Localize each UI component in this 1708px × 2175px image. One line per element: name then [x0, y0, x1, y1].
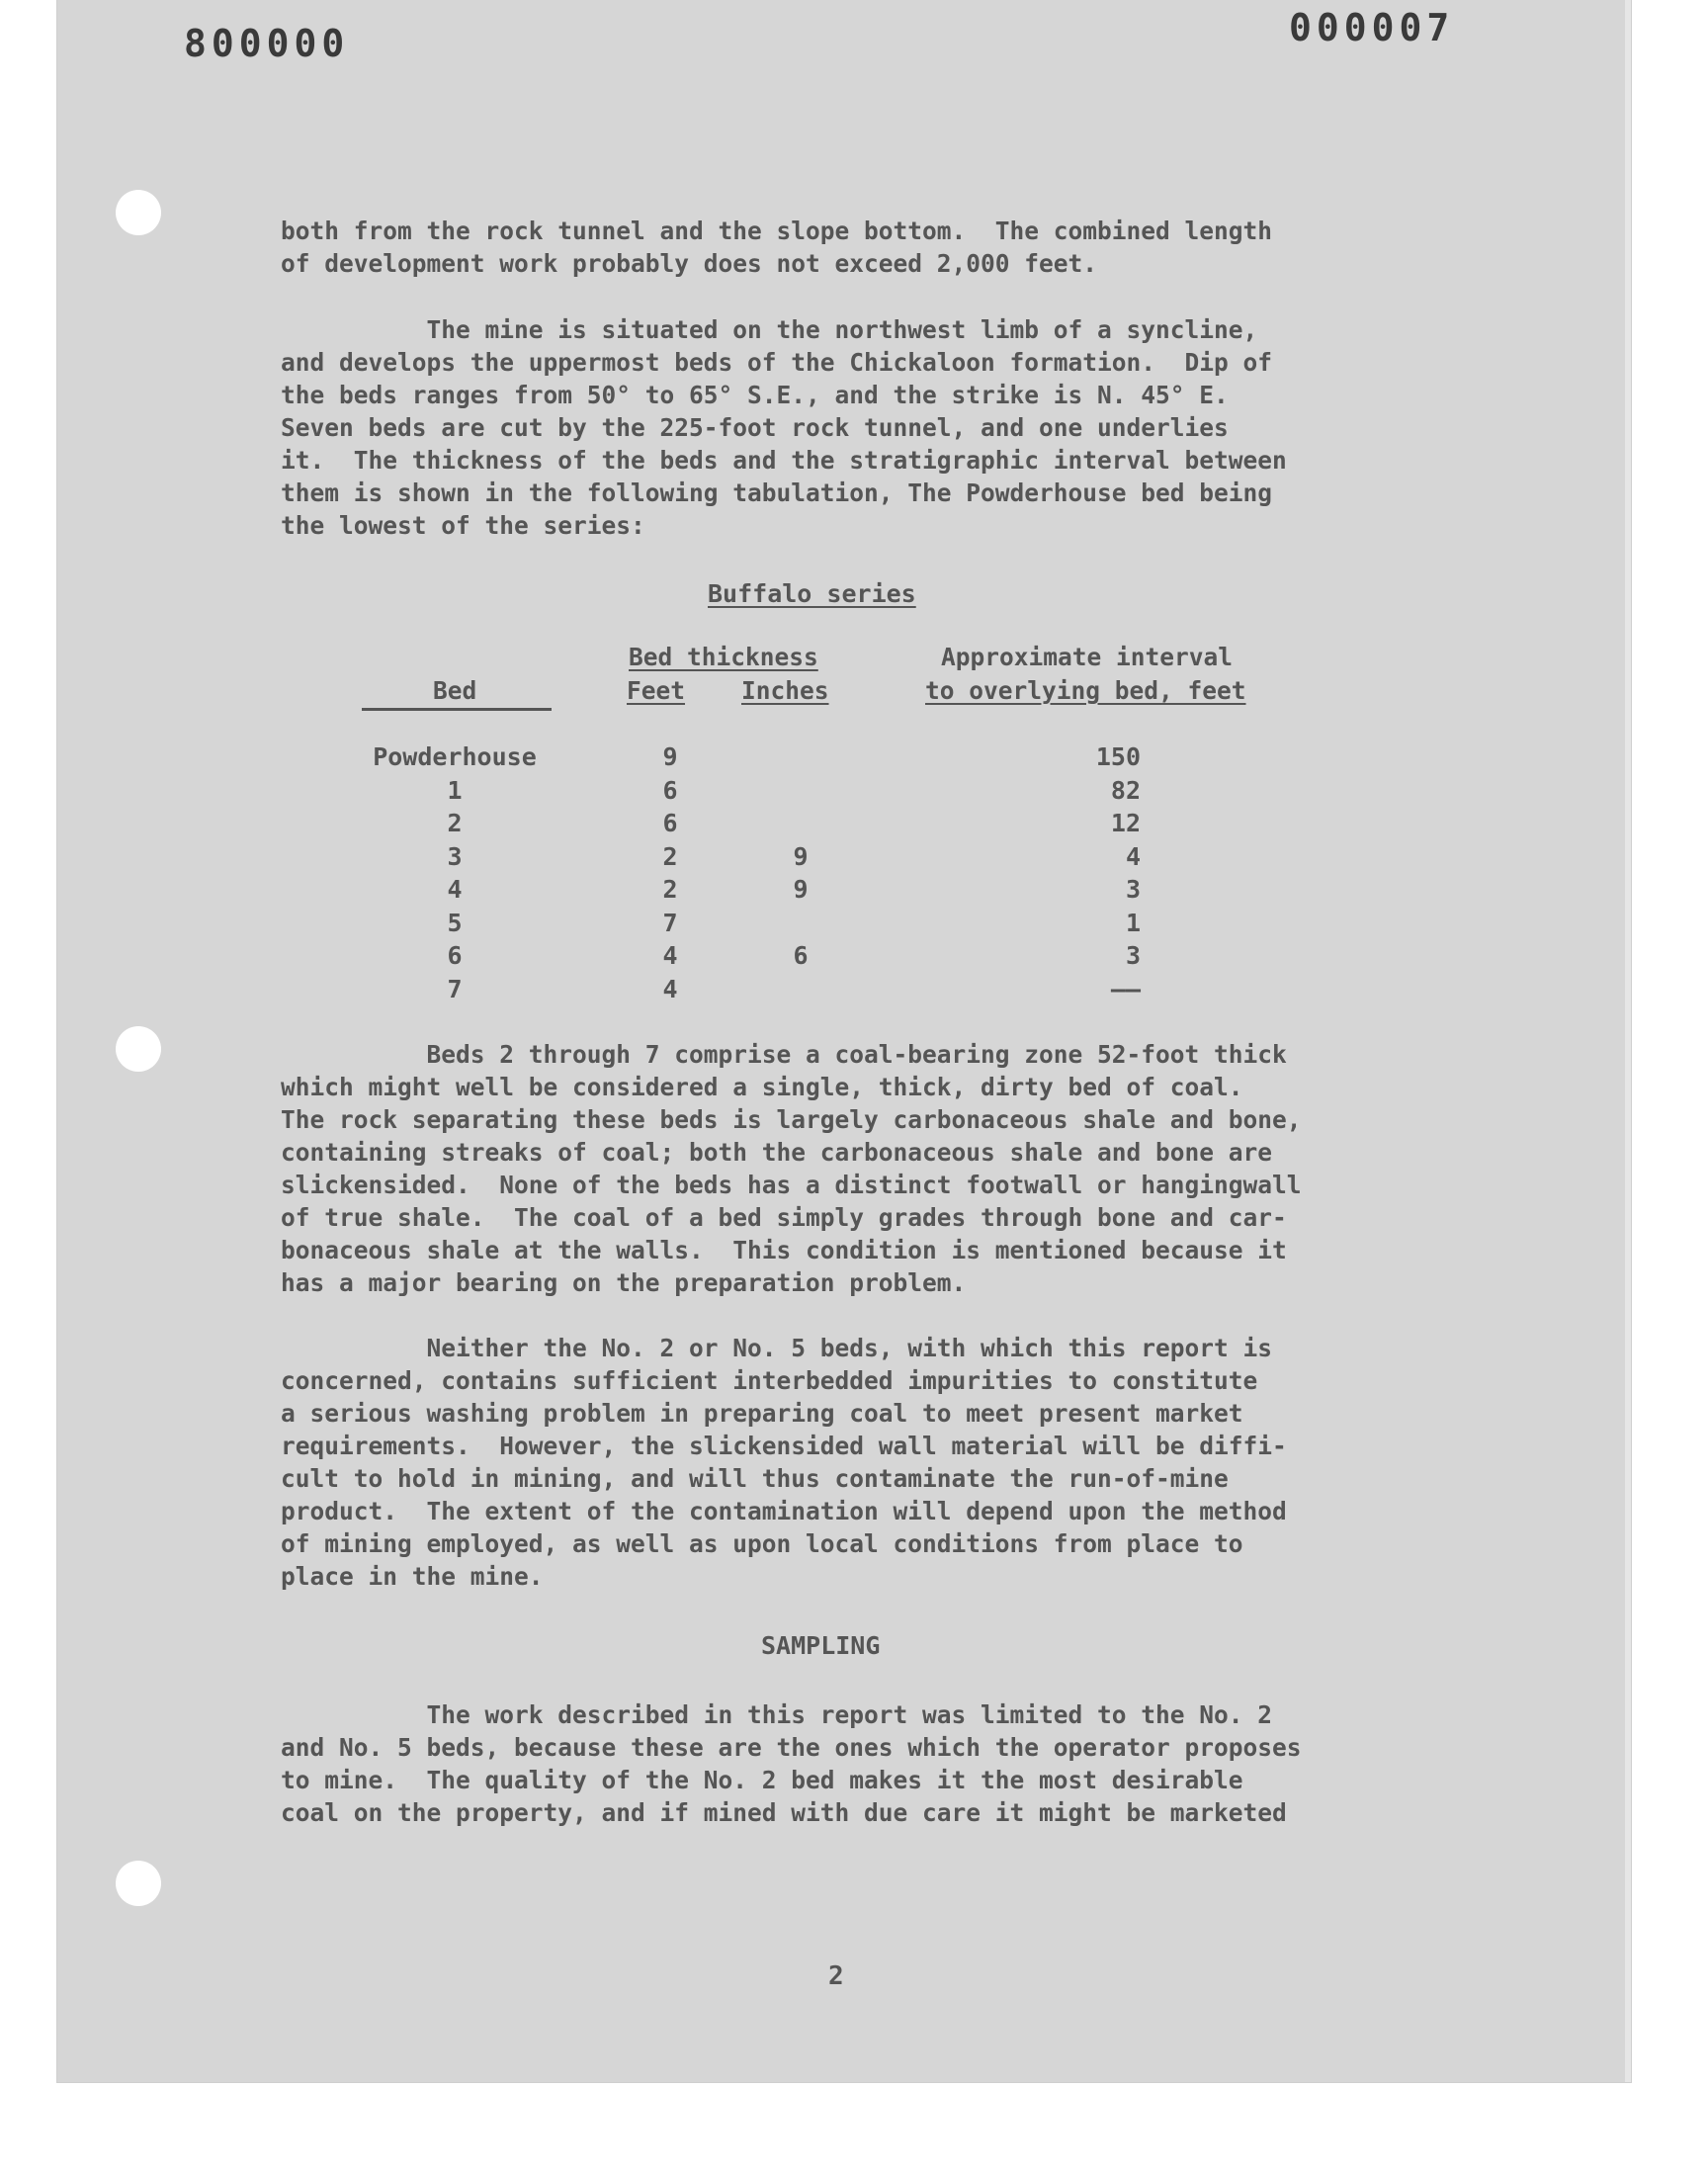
- header-bed-rule: [362, 708, 552, 711]
- text-line: Neither the No. 2 or No. 5 beds, with which this report is: [281, 1334, 1273, 1362]
- section-heading-sampling: SAMPLING: [761, 1631, 881, 1660]
- text-line: concerned, contains sufficient interbedded impurities to constitute: [281, 1366, 1258, 1395]
- text-line: coal on the property, and if mined with due care it might be marketed: [281, 1798, 1287, 1827]
- binder-hole-bottom: [116, 1861, 161, 1906]
- text-line: which might well be considered a single, thick, dirty bed of coal.: [281, 1073, 1243, 1101]
- text-line: bonaceous shale at the walls. This condition is mentioned because it: [281, 1236, 1287, 1264]
- header-bed: Bed: [433, 676, 477, 705]
- page-number: 2: [828, 1961, 844, 1991]
- text-line: the beds ranges from 50° to 65° S.E., and the strike is N. 45° E.: [281, 381, 1229, 409]
- text-line: The mine is situated on the northwest limb of a syncline,: [281, 315, 1258, 344]
- table-cell-inches: 6: [793, 941, 809, 970]
- table-cell-feet: 7: [662, 908, 678, 937]
- paragraph-3: [281, 1038, 1447, 1299]
- text-line: The rock separating these beds is largely carbonaceous shale and bone,: [281, 1105, 1302, 1134]
- table-cell-feet: 6: [662, 809, 678, 837]
- table-cell-interval: 4: [1125, 841, 1141, 871]
- text-line: place in the mine.: [281, 1562, 544, 1591]
- text-line: the lowest of the series:: [281, 511, 645, 540]
- table-cell-interval: 12: [1110, 809, 1141, 837]
- table-title: Buffalo series: [708, 579, 916, 608]
- text-line: requirements. However, the slickensided wall material will be diffi-: [281, 1432, 1287, 1460]
- table-cell-interval: 82: [1110, 775, 1141, 805]
- header-interval-line2: to overlying bed, feet: [925, 676, 1246, 705]
- text-line: The work described in this report was limited to the No. 2: [281, 1700, 1273, 1729]
- frame-code-right: 000007: [1289, 6, 1455, 49]
- table-cell-bed: 3: [447, 841, 463, 871]
- text-line: containing streaks of coal; both the carbonaceous shale and bone are: [281, 1138, 1273, 1167]
- text-line: slickensided. None of the beds has a distinct footwall or hangingwall: [281, 1171, 1302, 1199]
- paragraph-2: [281, 313, 1447, 542]
- table-cell-inches: 9: [793, 841, 809, 871]
- table-cell-interval: ——: [1110, 974, 1141, 1003]
- frame-code-left: 800000: [184, 22, 350, 65]
- paragraph-4: [281, 1332, 1447, 1593]
- text-line: and develops the uppermost beds of the Chickaloon formation. Dip of: [281, 348, 1273, 377]
- table-cell-feet: 4: [662, 941, 678, 970]
- text-line: of true shale. The coal of a bed simply grades through bone and car-: [281, 1203, 1287, 1232]
- text-line: Beds 2 through 7 comprise a coal-bearing zone 52-foot thick: [281, 1040, 1287, 1069]
- text-line: both from the rock tunnel and the slope bottom. The combined length: [281, 217, 1273, 245]
- table-cell-interval: 1: [1125, 908, 1141, 937]
- text-line: product. The extent of the contamination will depend upon the method: [281, 1497, 1287, 1525]
- header-inches: Inches: [741, 676, 829, 705]
- table-cell-bed: 6: [447, 941, 463, 970]
- table-cell-bed: 1: [447, 775, 463, 805]
- header-interval-line1: Approximate interval: [941, 643, 1234, 671]
- table-cell-feet: 4: [662, 974, 678, 1003]
- table-cell-bed: 5: [447, 908, 463, 937]
- text-line: to mine. The quality of the No. 2 bed makes it the most desirable: [281, 1766, 1243, 1794]
- text-line: a serious washing problem in preparing coal to meet present market: [281, 1399, 1243, 1428]
- table-cell-interval: 3: [1125, 941, 1141, 970]
- table-cell-bed: Powderhouse: [373, 742, 537, 771]
- binder-hole-top: [116, 190, 161, 235]
- text-line: of development work probably does not exceed 2,000 feet.: [281, 249, 1098, 278]
- table-cell-feet: 2: [662, 841, 678, 871]
- paragraph-5: [281, 1698, 1447, 1829]
- table-cell-inches: 9: [793, 875, 809, 904]
- header-feet: Feet: [627, 676, 686, 705]
- text-line: cult to hold in mining, and will thus contaminate the run-of-mine: [281, 1464, 1229, 1493]
- text-line: them is shown in the following tabulation, The Powderhouse bed being: [281, 478, 1273, 507]
- header-bed-thickness: Bed thickness: [629, 643, 818, 671]
- table-cell-bed: 7: [447, 974, 463, 1003]
- text-line: of mining employed, as well as upon local conditions from place to: [281, 1529, 1243, 1558]
- text-line: has a major bearing on the preparation problem.: [281, 1268, 967, 1297]
- table-cell-feet: 6: [662, 775, 678, 805]
- page-edge: [1625, 0, 1631, 2082]
- table-cell-feet: 9: [662, 742, 678, 771]
- table-cell-interval: 150: [1095, 742, 1141, 771]
- table-cell-bed: 4: [447, 875, 463, 904]
- paragraph-1: [281, 215, 1447, 280]
- text-line: it. The thickness of the beds and the stratigraphic interval between: [281, 446, 1287, 475]
- binder-hole-middle: [116, 1026, 161, 1072]
- text-line: Seven beds are cut by the 225-foot rock tunnel, and one underlies: [281, 413, 1229, 442]
- table-cell-bed: 2: [447, 809, 463, 837]
- table-cell-feet: 2: [662, 875, 678, 904]
- text-line: and No. 5 beds, because these are the ones which the operator proposes: [281, 1733, 1302, 1762]
- table-cell-interval: 3: [1125, 875, 1141, 904]
